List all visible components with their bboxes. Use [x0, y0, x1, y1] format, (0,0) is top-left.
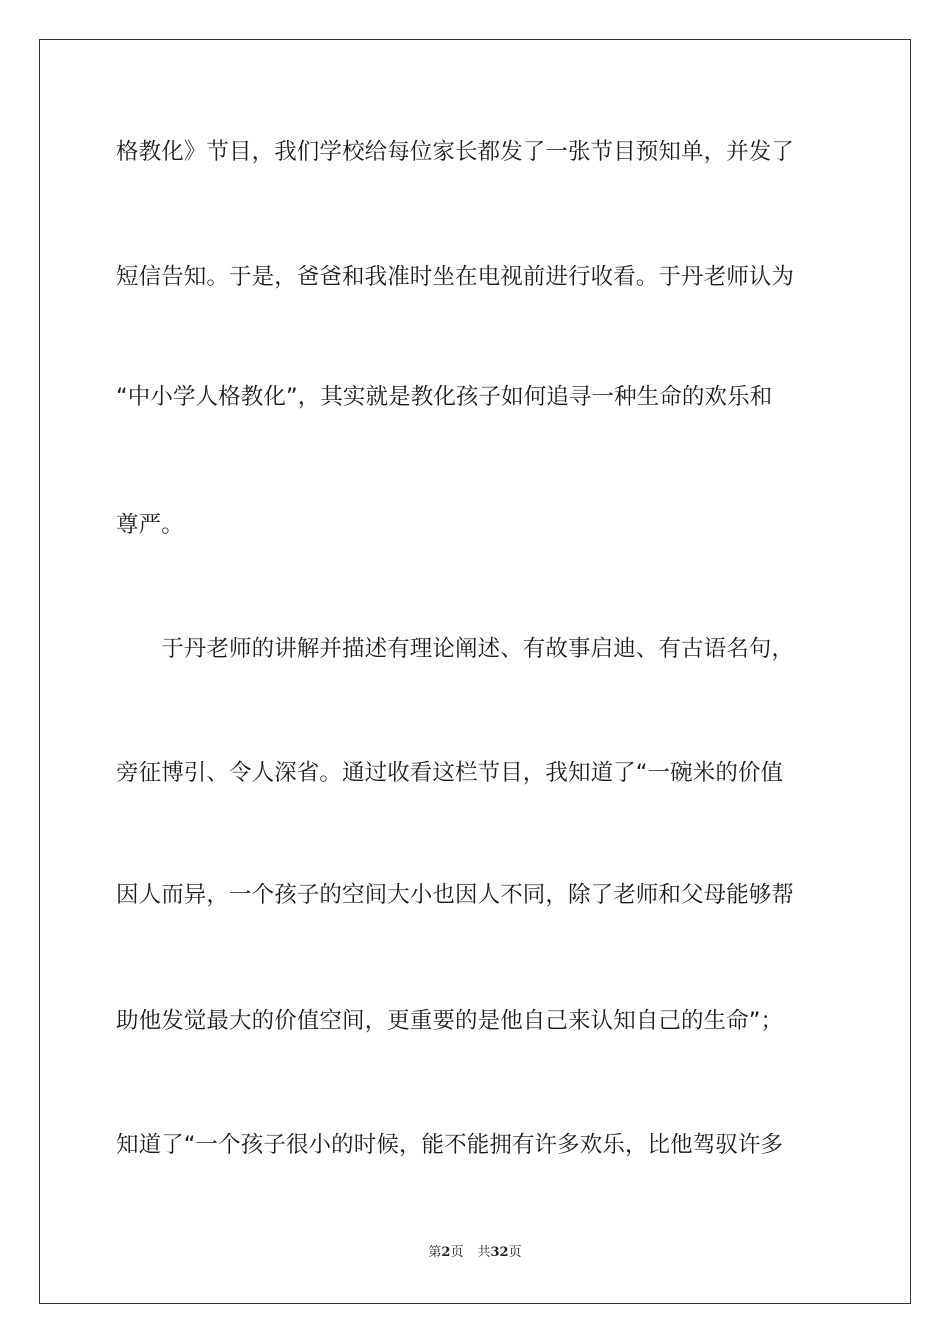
paragraph-line-3: “中小学人格教化”，其实就是教化孩子如何追寻一种生命的欢乐和: [116, 384, 773, 410]
total-prefix: 共: [477, 1245, 491, 1260]
page-footer: [0, 1244, 950, 1262]
paragraph-line-9: 知道了“一个孩子很小的时候，能不能拥有许多欢乐，比他驾驭许多: [116, 1132, 784, 1158]
paragraph-line-8: 助他发觉最大的价值空间，更重要的是他自己来认知自己的生命”；: [116, 1008, 784, 1034]
total-pages: 32: [490, 1245, 509, 1260]
paragraph-line-1: 格教化》节目，我们学校给每位家长都发了一张节目预知单，并发了: [116, 139, 795, 165]
total-suffix: 页: [508, 1245, 522, 1260]
paragraph-line-4: 尊严。: [116, 512, 184, 538]
paragraph-line-7: 因人而异，一个孩子的空间大小也因人不同，除了老师和父母能够帮: [116, 882, 795, 908]
page-number: 2: [441, 1245, 451, 1260]
paragraph-line-5: 于丹老师的讲解并描述有理论阐述、有故事启迪、有古语名句，: [116, 636, 795, 662]
page-border: [39, 39, 911, 1304]
page-suffix: 页: [450, 1245, 464, 1260]
paragraph-line-6: 旁征博引、令人深省。通过收看这栏节目，我知道了“一碗米的价值: [116, 760, 784, 786]
paragraph-line-2: 短信告知。于是，爸爸和我准时坐在电视前进行收看。于丹老师认为: [116, 264, 795, 290]
page-prefix: 第: [428, 1245, 442, 1260]
